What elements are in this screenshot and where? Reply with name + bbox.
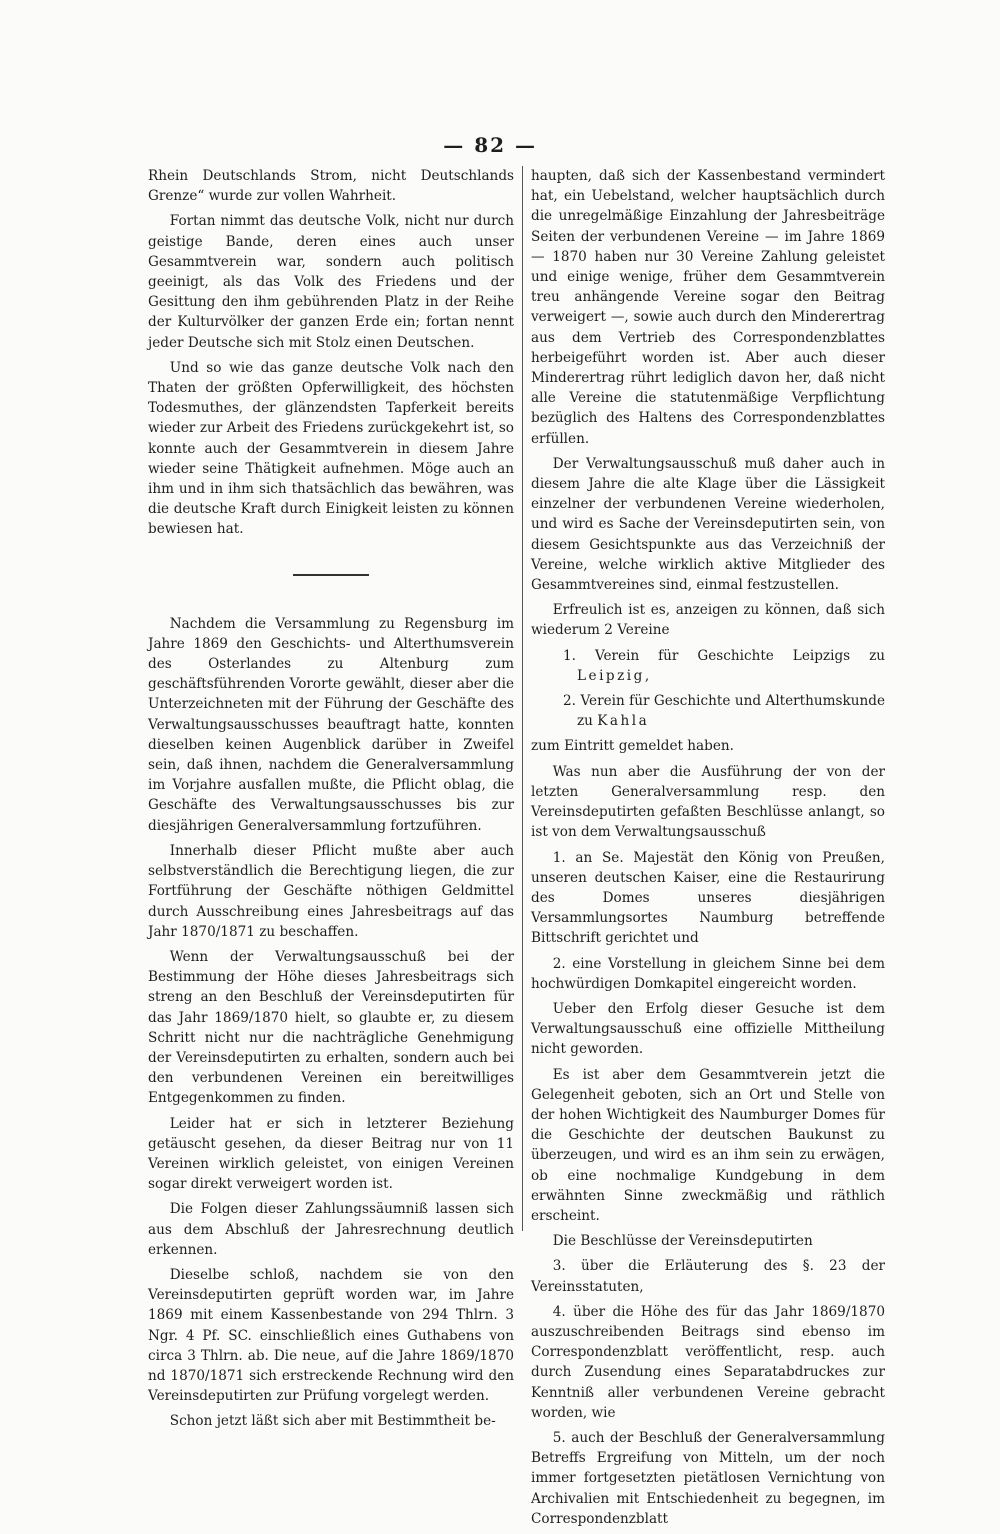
place-name: Leipzig (577, 667, 645, 684)
paragraph: Die Beschlüsse der Vereinsdeputirten (552, 1233, 813, 1250)
paragraph: Rhein Deutschlands Strom, nicht Deutschlands Grenze“ wurde zur vollen Wahrheit. (148, 168, 514, 205)
paragraph: Wenn der Verwaltungsausschuß bei der Bestimmung der Höhe dieses Jahresbeitrags sich streng an den Beschluß der Vereinsdeputirten für das Jahr 1869/1870 hielt, so glaubte er, zu diesem Schritt nicht nur die nachträgliche Genehmigung der Vereinsdeputirten zu erhalten, sondern auch bei den verbundenen Vereinen ein bereitwilliges Entgegenkommen zu finden. (148, 948, 514, 1107)
left-column (148, 166, 514, 1437)
paragraph: Leider hat er sich in letzterer Beziehung getäuscht gesehen, da dieser Beitrag nur von 11 Vereinen wirklich geleistet, von einigen Vereinen sogar direkt verweigert worden ist. (148, 1115, 514, 1193)
paragraph: 3. über die Erläuterung des §. 23 der Vereinsstatuten, (531, 1258, 885, 1295)
right-column (531, 166, 885, 1534)
place-name: Kahla (597, 713, 650, 730)
paragraph: haupten, daß sich der Kassenbestand vermindert hat, ein Uebelstand, welcher hauptsächlich durch die unregelmäßige Einzahlung der Jahresbeiträge Seiten der verbundenen Vereine — im Jahre 1869 — 1870 haben nur 30 Vereine Zahlung geleistet und einige wenige, früher dem Gesammtverein treu anhängende Vereine sogar den Beitrag verweigert —, sowie auch durch den Minderertrag aus dem Vertrieb des Correspondenzblattes herbeigeführt worden ist. Aber auch dieser Minderertrag rührt lediglich davon her, daß nicht alle Vereine die statutenmäßige Verpflichtung bezüglich des Haltens des Correspondenzblattes erfüllen. (531, 168, 885, 447)
paragraph: Ueber den Erfolg dieser Gesuche ist dem Verwaltungsausschuß eine offizielle Mittheilung nicht geworden. (531, 1000, 885, 1058)
paragraph: Die Folgen dieser Zahlungssäumniß lassen sich aus dem Abschluß der Jahresrechnung deutlich erkennen. (148, 1201, 514, 1258)
paragraph: zum Eintritt gemeldet haben. (531, 738, 734, 755)
section-rule (293, 574, 369, 576)
paragraph: 4. über die Höhe des für das Jahr 1869/1870 auszuschreibenden Beitrags sind ebenso im Correspondenzblatt veröffentlicht, resp. auch durch Zusendung eines Separatabdruckes zur Kenntniß aller verbundenen Vereine gebracht worden, wie (531, 1303, 885, 1421)
column-divider (522, 166, 523, 1231)
paragraph: Der Verwaltungsausschuß muß daher auch in diesem Jahre die alte Klage über die Lässigkeit einzelner der verbundenen Vereine wiederholen, und wird es Sache der Vereinsdeputirten sein, von diesem Gesichtspunkte aus das Verzeichniß der Vereine, welche wirklich aktive Mitglieder des Gesammtvereines sind, einmal festzustellen. (531, 455, 885, 594)
paragraph: Fortan nimmt das deutsche Volk, nicht nur durch geistige Bande, deren eines auch unser Gesammtverein war, sondern auch politisch geeinigt, als das Volk des Friedens und der Gesittung den ihm gebührenden Platz in der Reihe der Kulturvölker der ganzen Erde ein; fortan nennt jeder Deutsche sich mit Stolz einen Deutschen. (148, 213, 514, 351)
paragraph: Dieselbe schloß, nachdem sie von den Vereinsdeputirten geprüft worden war, im Jahre 1869 mit einem Kassenbestande von 294 Thlrn. 3 Ngr. 4 Pf. SC. einschließlich eines Guthabens von circa 3 Thlrn. ab. Die neue, auf die Jahre 1869/1870 nd 1870/1871 sich erstreckende Rechnung wird den Vereinsdeputirten zur Prüfung vorgelegt werden. (148, 1266, 514, 1405)
paragraph: 5. auch der Beschluß der Generalversammlung Betreffs Ergreifung von Mitteln, um der noch immer fortgesetzten pietätlosen Vernichtung von Archivalien mit Entschiedenheit zu begegnen, im Correspondenzblatt (531, 1429, 885, 1527)
paragraph: Schon jetzt läßt sich aber mit Bestimmtheit be- (169, 1413, 496, 1430)
list-item: 1. Verein für Geschichte Leipzigs zu Leipzig, (563, 647, 885, 684)
paragraph: Und so wie das ganze deutsche Volk nach den Thaten der größten Opferwilligkeit, des höchsten Todesmuthes, der glänzendsten Tapferkeit bereits wieder zur Arbeit des Friedens zurückgekehrt ist, so konnte auch der Gesammtverein in diesem Jahre wieder seine Thätigkeit aufnehmen. Möge auch an ihm und in ihm sich thatsächlich das bewähren, was die deutsche Kraft durch Einigkeit leisten zu können bewiesen hat. (148, 359, 514, 538)
page-number: — 82 — (443, 133, 537, 157)
paragraph: 2. eine Vorstellung in gleichem Sinne bei dem hochwürdigen Domkapitel eingereicht worden. (531, 955, 885, 992)
paragraph: 1. an Se. Majestät den König von Preußen, unseren deutschen Kaiser, eine die Restaurirung des Domes unseres diesjährigen Versammlungsortes Naumburg betreffende Bittschrift gerichtet und (531, 849, 885, 947)
paragraph: Erfreulich ist es, anzeigen zu können, daß sich wiederum 2 Vereine (531, 602, 885, 639)
paragraph: Es ist aber dem Gesammtverein jetzt die Gelegenheit geboten, sich an Ort und Stelle von der hohen Wichtigkeit des Naumburger Domes für die Geschichte der deutschen Baukunst zu überzeugen, und wird es an ihm sein zu erwägen, ob eine nochmalige Kundgebung in dem erwähnten Sinne zweckmäßig und räthlich erscheint. (531, 1066, 885, 1224)
paragraph: Was nun aber die Ausführung der von der letzten Generalversammlung resp. den Vereinsdeputirten gefaßten Beschlüsse anlangt, so ist von dem Verwaltungsausschuß (531, 763, 885, 841)
paragraph: Nachdem die Versammlung zu Regensburg im Jahre 1869 den Geschichts- und Alterthumsverein des Osterlandes zu Altenburg zum geschäftsführenden Vororte gewählt, dieser aber die Unterzeichneten mit der Führung der Geschäfte des Verwaltungsausschusses beauftragt hatte, konnten dieselben keinen Augenblick darüber in Zweifel sein, daß ihnen, nachdem die Generalversammlung im Vorjahre ausfallen mußte, die Pflicht oblag, die Geschäfte des Verwaltungsausschusses bis zur diesjährigen Generalversammlung fortzuführen. (148, 615, 514, 834)
list-item: 2. Verein für Geschichte und Alterthumskunde zu Kahla (563, 693, 886, 730)
paragraph: Innerhalb dieser Pflicht mußte aber auch selbstverständlich die Berechtigung liegen, die zur Fortführung der Geschäfte nöthigen Geldmittel durch Ausschreibung eines Jahresbeitrags auf das Jahr 1870/1871 zu beschaffen. (148, 842, 514, 940)
